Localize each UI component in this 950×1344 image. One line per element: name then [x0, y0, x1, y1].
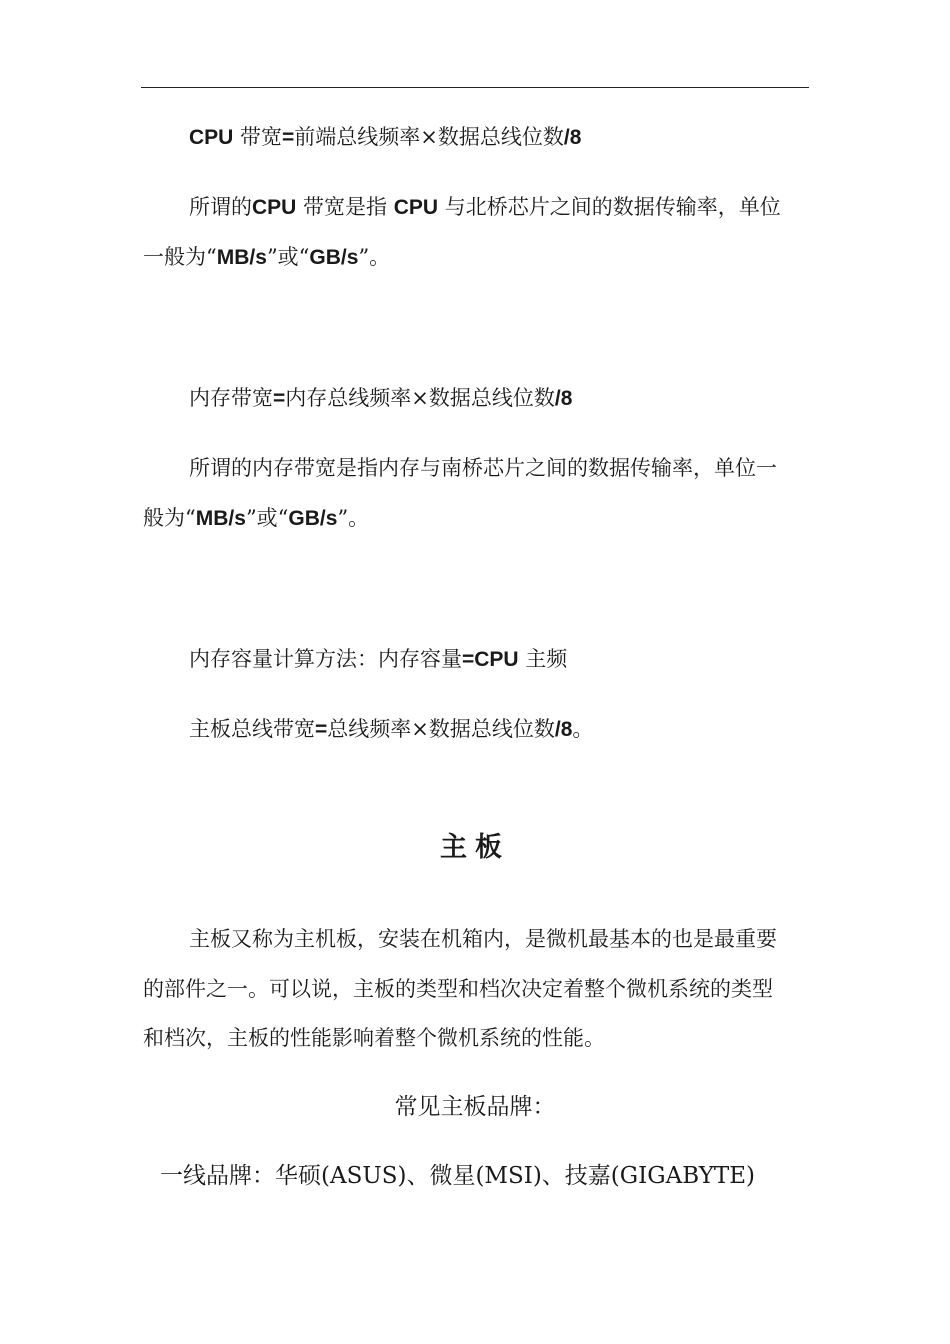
cpu-bandwidth-formula: CPU 带宽=前端总线频率×数据总线位数/8 — [189, 125, 582, 149]
section-heading: 主板 — [440, 832, 510, 863]
brands-title: 常见主板品牌： — [394, 1094, 556, 1120]
cpu-bandwidth-desc-line2: 一般为“MB/s”或“GB/s”。 — [143, 245, 391, 269]
memory-bandwidth-desc-line1: 所谓的内存带宽是指内存与南桥芯片之间的数据传输率，单位一 — [189, 456, 777, 480]
cpu-bandwidth-desc-line1: 所谓的CPU 带宽是指 CPU 与北桥芯片之间的数据传输率，单位 — [189, 195, 781, 219]
header-rule — [141, 87, 809, 88]
mainboard-intro-line1: 主板又称为主机板，安装在机箱内，是微机最基本的也是最重要 — [189, 927, 777, 951]
mainboard-intro-line2: 的部件之一。可以说，主板的类型和档次决定着整个微机系统的类型 — [143, 977, 773, 1001]
memory-bandwidth-desc-line2: 般为“MB/s”或“GB/s”。 — [143, 506, 370, 530]
mainboard-bus-bandwidth-formula: 主板总线带宽=总线频率×数据总线位数/8。 — [189, 717, 594, 741]
brands-tier1: 一线品牌：华硕(ASUS)、微星(MSI)、技嘉(GIGABYTE) — [160, 1163, 755, 1189]
mainboard-intro-line3: 和档次，主板的性能影响着整个微机系统的性能。 — [143, 1026, 605, 1050]
memory-capacity-formula: 内存容量计算方法：内存容量=CPU 主频 — [189, 647, 568, 671]
memory-bandwidth-formula: 内存带宽=内存总线频率×数据总线位数/8 — [189, 386, 573, 410]
